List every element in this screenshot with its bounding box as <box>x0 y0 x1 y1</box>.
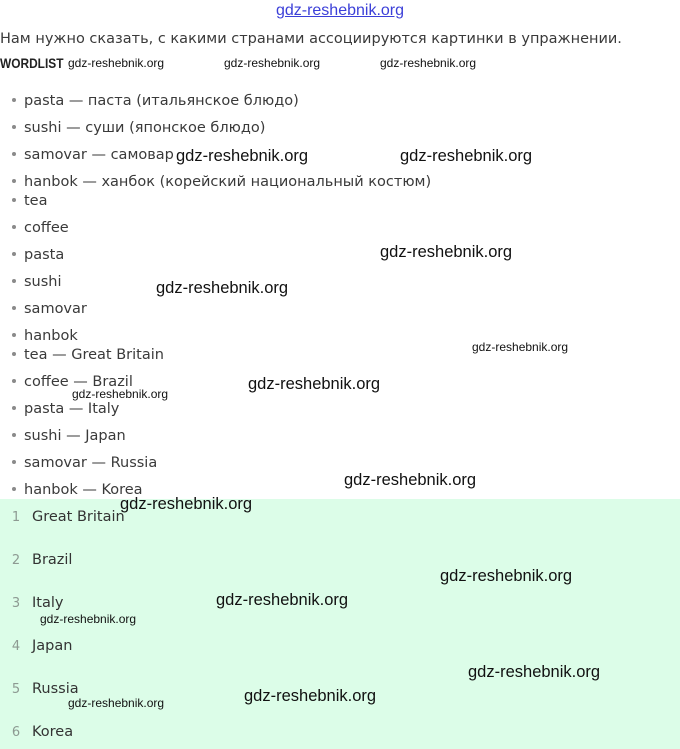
list-item: tea <box>12 191 48 211</box>
watermark: gdz-reshebnik.org <box>400 147 533 165</box>
bullet-dot-icon <box>12 225 16 229</box>
answer-row <box>0 592 63 614</box>
list-item: pasta <box>12 245 64 265</box>
answer-number: 4 <box>11 639 21 654</box>
answer-row <box>0 678 79 700</box>
watermark: gdz-reshebnik.org <box>68 696 165 710</box>
bullet-dot-icon <box>12 352 16 356</box>
list-item: samovar <box>12 299 87 319</box>
answer-text: Japan <box>32 638 73 654</box>
answer-row <box>0 506 125 528</box>
answer-number: 2 <box>11 553 21 568</box>
bullet-dot-icon <box>12 306 16 310</box>
answer-number: 6 <box>11 725 21 740</box>
answer-text: Italy <box>32 595 64 611</box>
answer-row <box>0 549 72 571</box>
answer-row <box>0 721 73 743</box>
answer-text: Brazil <box>32 552 73 568</box>
bullet-dot-icon <box>12 433 16 437</box>
watermark: gdz-reshebnik.org <box>224 56 321 70</box>
answer-number: 5 <box>11 682 21 697</box>
answer-text: Great Britain <box>32 509 125 525</box>
list-item: hanbok <box>12 326 78 346</box>
watermark: gdz-reshebnik.org <box>380 56 477 70</box>
list-item: coffee — Brazil <box>12 372 133 392</box>
answer-text: Russia <box>32 681 79 697</box>
list-item: pasta — паста (итальянское блюдо) <box>12 91 299 111</box>
watermark: gdz-reshebnik.org <box>344 471 477 489</box>
answer-number: 3 <box>11 596 21 611</box>
watermark: gdz-reshebnik.org <box>468 663 601 681</box>
watermark: gdz-reshebnik.org <box>156 279 289 297</box>
watermark: gdz-reshebnik.org <box>244 687 377 705</box>
watermark: gdz-reshebnik.org <box>176 147 309 165</box>
answer-text: Korea <box>32 724 74 740</box>
bullet-dot-icon <box>12 379 16 383</box>
watermark: gdz-reshebnik.org <box>72 387 169 401</box>
watermark: gdz-reshebnik.org <box>472 340 569 354</box>
watermark: gdz-reshebnik.org <box>248 375 381 393</box>
intro-text: Нам нужно сказать, с какими странами ассоциируются картинки в упражнении. <box>0 31 622 47</box>
bullet-dot-icon <box>12 406 16 410</box>
list-item: sushi — Japan <box>12 426 126 446</box>
answer-row <box>0 635 72 657</box>
answer-number: 1 <box>11 510 21 525</box>
list-item: sushi <box>12 272 62 292</box>
list-item: hanbok — Korea <box>12 480 143 500</box>
site-header-link[interactable]: gdz-reshebnik.org <box>275 2 405 19</box>
list-item: coffee <box>12 218 69 238</box>
bullet-dot-icon <box>12 252 16 256</box>
bullet-dot-icon <box>12 98 16 102</box>
list-item: pasta — Italy <box>12 399 119 419</box>
bullet-dot-icon <box>12 152 16 156</box>
watermark: gdz-reshebnik.org <box>380 243 513 261</box>
watermark: gdz-reshebnik.org <box>68 56 165 70</box>
bullet-dot-icon <box>12 487 16 491</box>
watermark: gdz-reshebnik.org <box>40 612 137 626</box>
bullet-dot-icon <box>12 333 16 337</box>
list-item: hanbok — ханбок (корейский национальный костюм) <box>12 172 431 192</box>
list-item: samovar — Russia <box>12 453 157 473</box>
watermark: gdz-reshebnik.org <box>216 591 349 609</box>
watermark: gdz-reshebnik.org <box>440 567 573 585</box>
bullet-dot-icon <box>12 279 16 283</box>
list-item: samovar — самовар <box>12 145 174 165</box>
watermark: gdz-reshebnik.org <box>120 495 253 513</box>
bullet-dot-icon <box>12 179 16 183</box>
bullet-dot-icon <box>12 460 16 464</box>
list-item: sushi — суши (японское блюдо) <box>12 118 265 138</box>
bullet-dot-icon <box>12 125 16 129</box>
wordlist-title: WORDLIST <box>0 55 64 71</box>
bullet-dot-icon <box>12 198 16 202</box>
list-item: tea — Great Britain <box>12 345 164 365</box>
